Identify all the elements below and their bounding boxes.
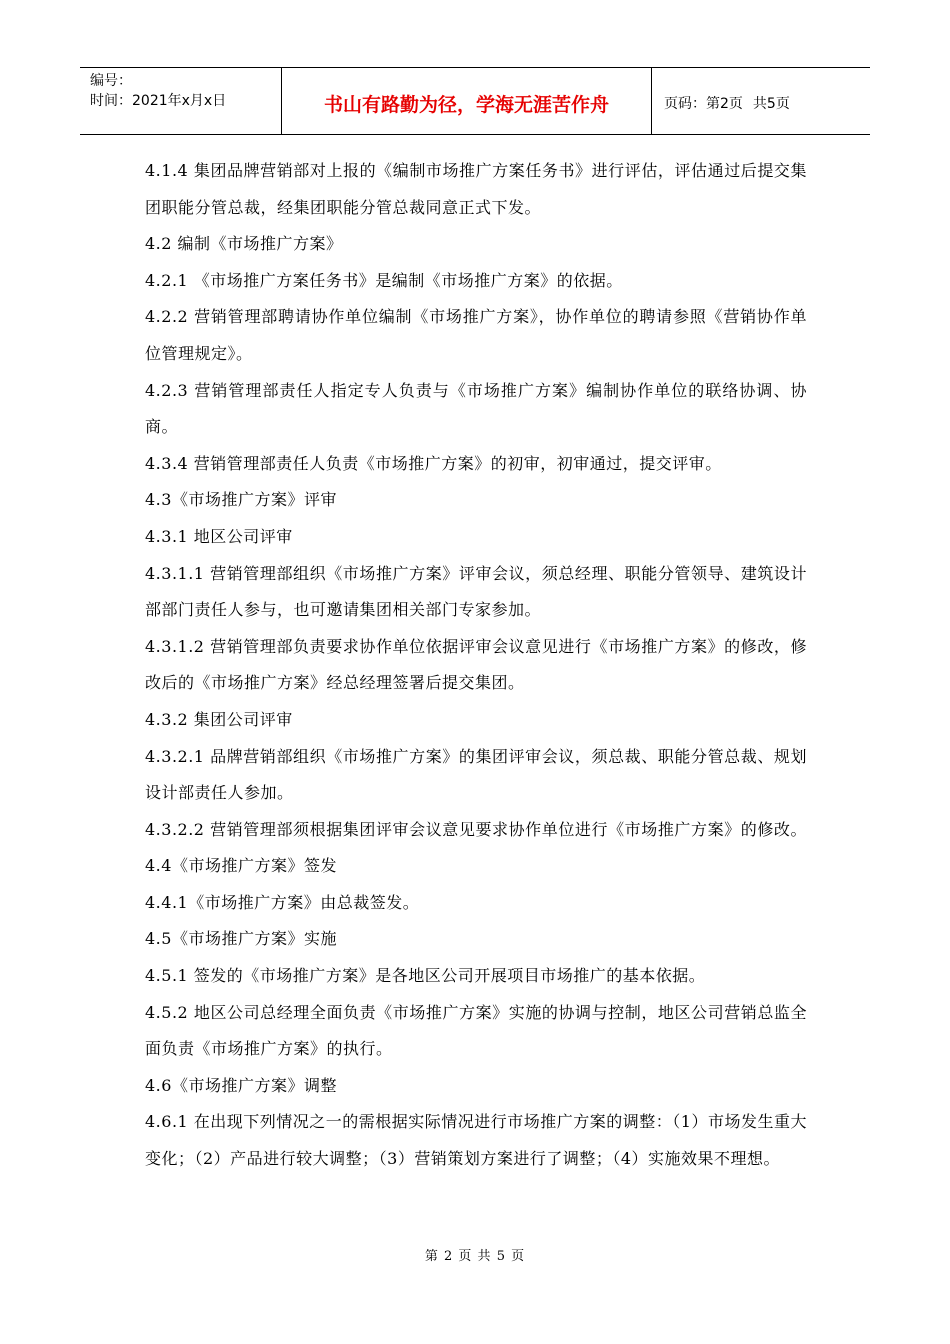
header-total-pages: 共5页: [752, 96, 790, 112]
section-heading: 4.5《市场推广方案》实施: [145, 929, 337, 949]
paragraph: 4.1.4 集团品牌营销部对上报的《编制市场推广方案任务书》进行评估，评估通过后提交集团职能分管总裁，经集团职能分管总裁同意正式下发。: [145, 161, 807, 217]
section-heading: 4.3.2 集团公司评审: [145, 709, 293, 729]
paragraph: 4.3.2.2 营销管理部须根据集团评审会议意见要求协作单位进行《市场推广方案》的修改。4.4《市场推广方案》签发: [145, 819, 807, 876]
document-body: [145, 153, 807, 1178]
section-heading: 4.3.1 地区公司评审: [145, 526, 293, 546]
paragraph: 4.2.2 营销管理部聘请协作单位编制《市场推广方案》，协作单位的聘请参照《营销协作单位管理规定》。: [145, 307, 807, 363]
document-date-label: 时间：2021年x月x日: [90, 93, 227, 109]
paragraph: 4.3.4 营销管理部责任人负责《市场推广方案》的初审，初审通过，提交评审。: [145, 453, 722, 473]
section-heading: 4.6《市场推广方案》调整: [145, 1075, 337, 1095]
section-heading: 4.3《市场推广方案》评审: [145, 490, 337, 510]
page-footer: 第 2 页 共 5 页: [424, 1249, 526, 1264]
paragraph: 4.3.1.2 营销管理部负责要求协作单位依据评审会议意见进行《市场推广方案》的修改，修改后的《市场推广方案》经总经理签署后提交集团。: [145, 636, 807, 693]
paragraph: 4.3.2.1 品牌营销部组织《市场推广方案》的集团评审会议，须总裁、职能分管总裁、规划设计部责任人参加。: [145, 746, 807, 803]
paragraph: 4.2.1 《市场推广方案任务书》是编制《市场推广方案》的依据。: [145, 270, 623, 290]
paragraph: 4.4.1《市场推广方案》由总裁签发。: [145, 892, 420, 912]
paragraph: 4.2.3 营销管理部责任人指定专人负责与《市场推广方案》编制协作单位的联络协调、协商。: [145, 380, 807, 437]
header-page-info: [652, 68, 870, 134]
header-page-number: 页码：第2页: [664, 96, 743, 112]
paragraph: 4.6.1 在出现下列情况之一的需根据实际情况进行市场推广方案的调整：（1）市场发生重大变化；（2）产品进行较大调整；（3）营销策划方案进行了调整；（4）实施效果不理想。: [145, 1112, 807, 1169]
header-meta-cell: [80, 68, 282, 134]
page-header: [80, 67, 870, 135]
paragraph: 4.5.1 签发的《市场推广方案》是各地区公司开展项目市场推广的基本依据。: [145, 966, 706, 986]
section-heading: 4.2 编制《市场推广方案》: [145, 234, 343, 254]
paragraph: 4.5.2 地区公司总经理全面负责《市场推广方案》实施的协调与控制，地区公司营销总监全面负责《市场推广方案》的执行。: [145, 1002, 807, 1059]
paragraph: 4.3.1.1 营销管理部组织《市场推广方案》评审会议，须总经理、职能分管领导、建筑设计部部门责任人参与，也可邀请集团相关部门专家参加。: [145, 563, 807, 620]
header-motto: 书山有路勤为径，学海无涯苦作舟: [282, 68, 652, 134]
document-number-label: 编号：: [90, 73, 132, 89]
